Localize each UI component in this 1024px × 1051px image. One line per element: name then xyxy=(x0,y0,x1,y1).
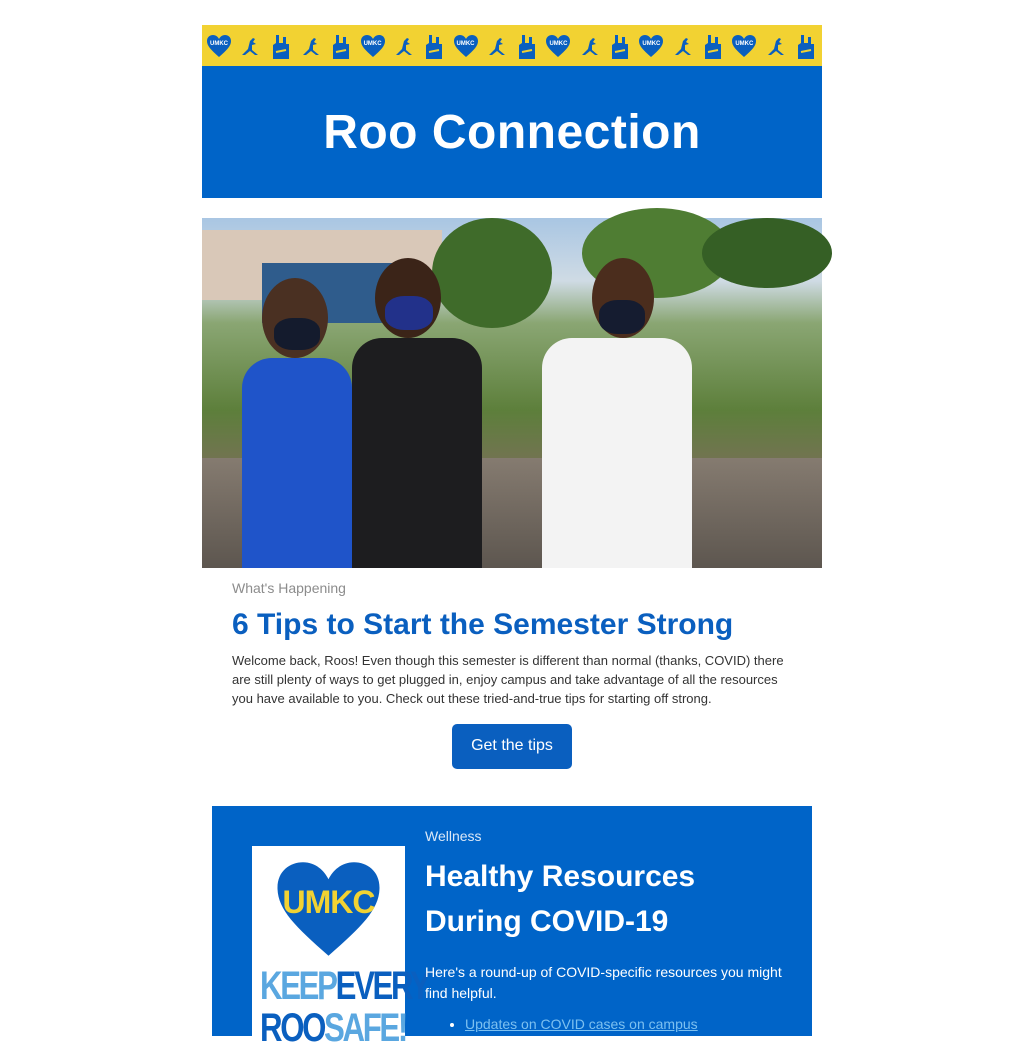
roo-hand-icon xyxy=(515,32,539,60)
roo-hand-icon xyxy=(608,32,632,60)
kangaroo-icon xyxy=(392,32,416,60)
masthead xyxy=(202,66,822,198)
featured-article xyxy=(202,580,822,769)
list-item xyxy=(465,1016,785,1032)
roo-hand-icon xyxy=(701,32,725,60)
covid-updates-link[interactable]: Updates on COVID cases on campus xyxy=(465,1016,698,1032)
photo-tree xyxy=(702,218,832,288)
article-category: What's Happening xyxy=(232,580,346,596)
kangaroo-icon xyxy=(764,32,788,60)
wellness-section xyxy=(212,806,812,1050)
kangaroo-icon xyxy=(299,32,323,60)
newsletter-title: Roo Connection xyxy=(323,105,701,159)
wellness-description: Here's a round-up of COVID-specific resources you might find helpful. xyxy=(425,964,782,1001)
poster-line-2: ROOSAFE! xyxy=(260,1006,406,1050)
kangaroo-icon xyxy=(238,32,262,60)
heart-icon: UMKC xyxy=(453,34,479,58)
photo-person xyxy=(347,258,487,568)
keep-every-roo-safe-poster[interactable] xyxy=(252,846,429,1050)
roo-hand-icon xyxy=(422,32,446,60)
article-headline[interactable]: 6 Tips to Start the Semester Strong xyxy=(232,608,734,641)
photo-person xyxy=(537,258,697,568)
wellness-links xyxy=(425,1016,785,1032)
roo-hand-icon xyxy=(794,32,818,60)
photo-person xyxy=(232,278,362,568)
poster-line-1: KEEPEVERY xyxy=(260,964,429,1008)
wellness-headline[interactable]: Healthy Resources During COVID-19 xyxy=(425,860,696,938)
heart-icon: UMKC xyxy=(206,34,232,58)
kangaroo-icon xyxy=(485,32,509,60)
roo-hand-icon xyxy=(329,32,353,60)
hero-photo[interactable] xyxy=(202,218,822,568)
heart-icon: UMKC xyxy=(360,34,386,58)
heart-icon: UMKC xyxy=(731,34,757,58)
wellness-text xyxy=(425,828,785,1032)
get-the-tips-button[interactable]: Get the tips xyxy=(452,724,572,769)
heart-icon: UMKC xyxy=(638,34,664,58)
roo-hand-icon xyxy=(269,32,293,60)
button-row xyxy=(232,724,792,769)
newsletter xyxy=(202,25,822,769)
heart-icon: UMKC xyxy=(545,34,571,58)
header-pattern-bar xyxy=(202,25,822,66)
poster-heart-text: UMKC xyxy=(282,884,375,920)
wellness-category: Wellness xyxy=(425,828,482,844)
kangaroo-icon xyxy=(578,32,602,60)
article-summary: Welcome back, Roos! Even though this semester is different than normal (thanks, COVID) there are still plenty of ways to get plugged in, enjoy campus and take advantage of all the resources you have available to you. Check out these tried-and-true tips for starting off strong. xyxy=(232,652,784,706)
kangaroo-icon xyxy=(671,32,695,60)
